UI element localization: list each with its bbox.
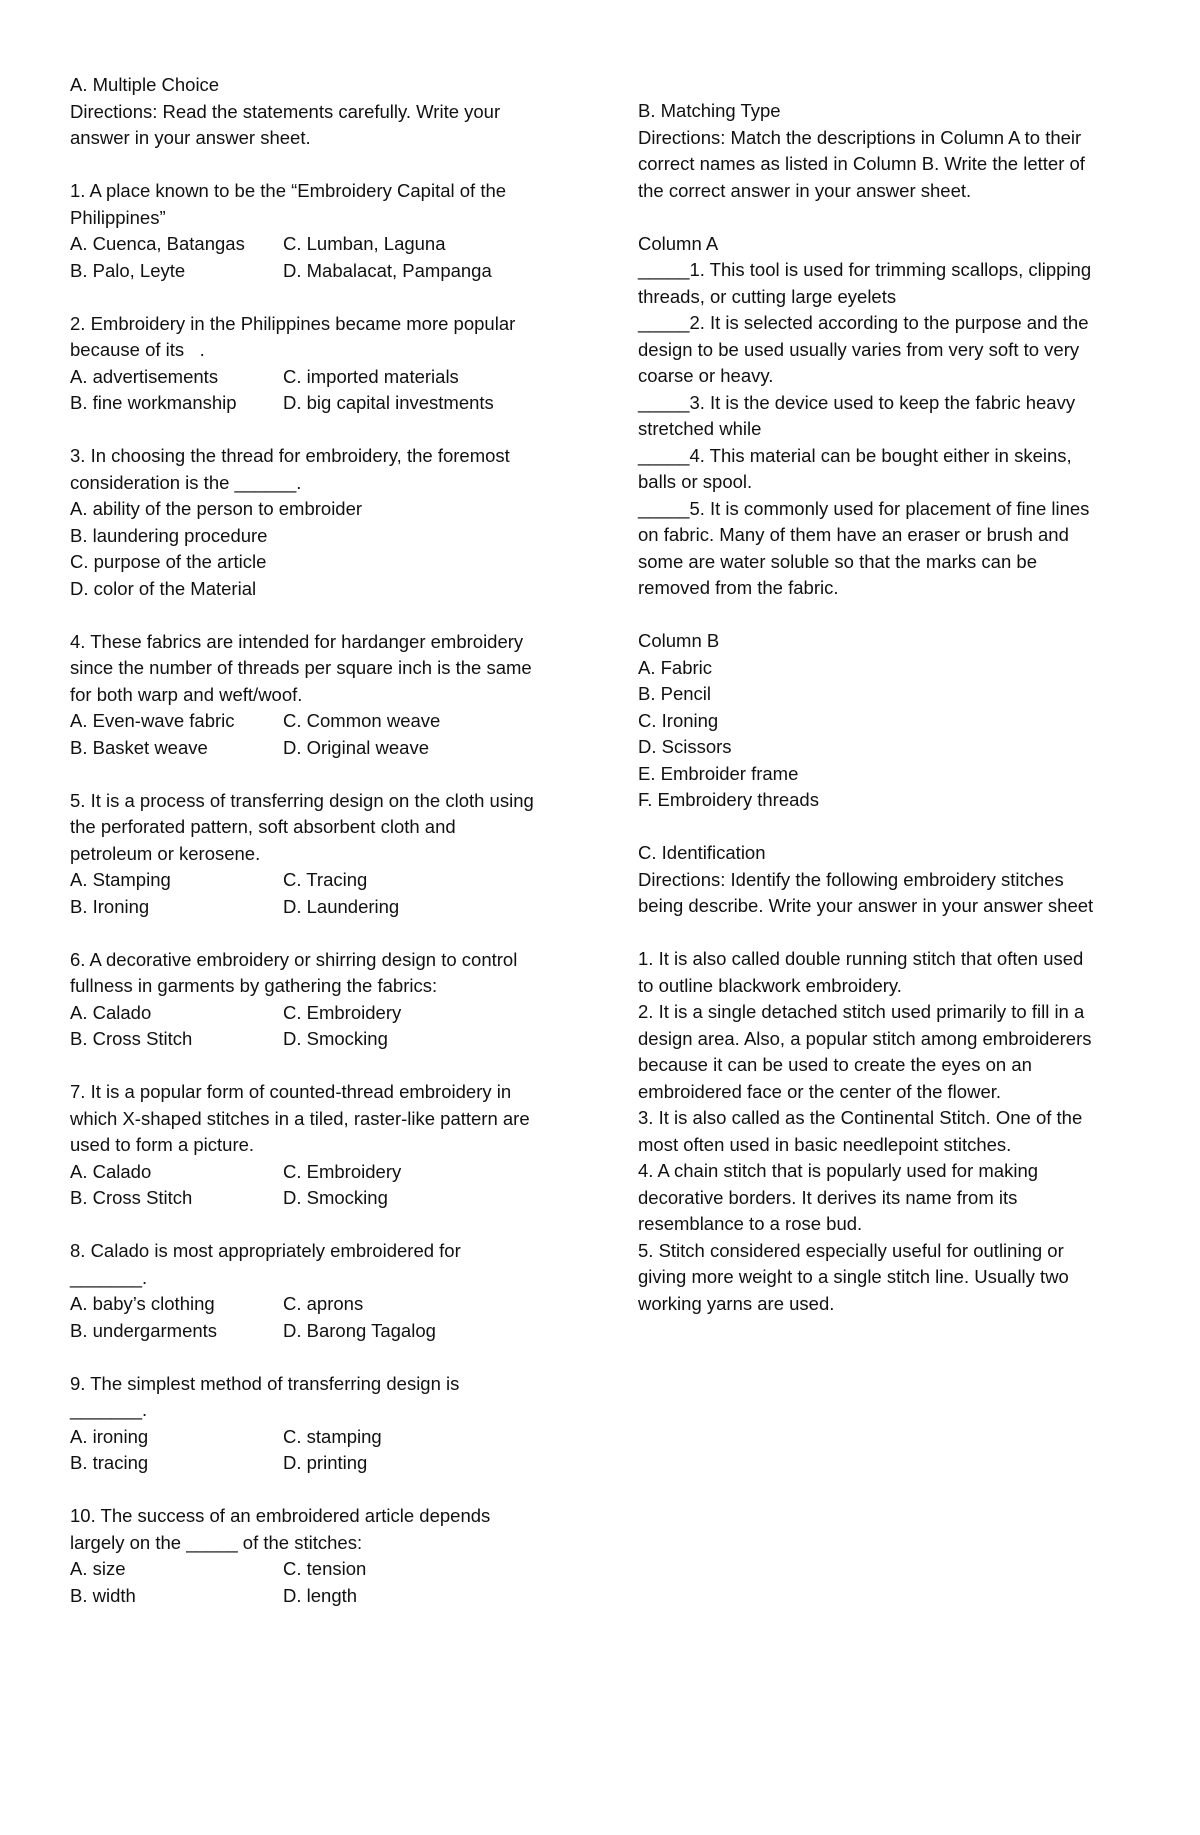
column-a-line: design to be used usually varies from very soft to very: [638, 338, 1080, 360]
section-a-directions-line: Directions: Read the statements carefully. Write your: [70, 100, 501, 122]
option-choice: A. baby’s clothing: [70, 1293, 215, 1314]
right-column: [638, 98, 1138, 1317]
option-choice: C. tension: [283, 1558, 367, 1579]
question-item: [70, 443, 600, 602]
identification-items: [638, 946, 1138, 1317]
section-b-directions-line: Directions: Match the descriptions in Column A to their: [638, 126, 1082, 148]
question-item: [70, 1238, 600, 1344]
section-c-directions: [638, 867, 1138, 920]
identification-line: decorative borders. It derives its name from its: [638, 1186, 1018, 1208]
identification-line: most often used in basic needlepoint stitches.: [638, 1133, 1012, 1155]
identification-line: 2. It is a single detached stitch used primarily to fill in a: [638, 1001, 1085, 1022]
section-b-title: B. Matching Type: [638, 100, 781, 121]
option-row: [70, 894, 600, 921]
option-choice: D. Smocking: [283, 1187, 388, 1208]
option-choice: C. aprons: [283, 1293, 364, 1314]
option-choice: D. big capital investments: [283, 392, 494, 413]
column-a-line: threads, or cutting large eyelets: [638, 285, 897, 307]
question-text-line: _______.: [70, 1399, 148, 1420]
question-item: [70, 311, 600, 417]
option-choice: A. Cuenca, Batangas: [70, 233, 245, 254]
question-text-line: 4. These fabrics are intended for hardanger embroidery: [70, 630, 524, 652]
section-c-title: C. Identification: [638, 842, 766, 863]
column-b-item: A. Fabric: [638, 656, 713, 678]
option-choice: B. width: [70, 1584, 136, 1606]
column-a-line: _____5. It is commonly used for placement of fine lines: [638, 497, 1090, 519]
option-row: [70, 390, 600, 417]
column-b-answers: [638, 655, 1138, 814]
option-row: [70, 1583, 600, 1610]
identification-line: 5. Stitch considered especially useful for outlining or: [638, 1239, 1064, 1261]
identification-line: design area. Also, a popular stitch among embroiderers: [638, 1027, 1092, 1049]
column-b-item: D. Scissors: [638, 736, 732, 757]
section-a-directions-line: answer in your answer sheet.: [70, 127, 311, 148]
question-text-line: because of its .: [70, 339, 205, 360]
option-choice: A. ability of the person to embroider: [70, 498, 363, 519]
question-text-line: 6. A decorative embroidery or shirring design to control: [70, 948, 518, 970]
option-choice: B. undergarments: [70, 1319, 218, 1341]
option-choice: D. Laundering: [283, 895, 400, 917]
multiple-choice-questions: [70, 178, 600, 1609]
column-a-line: on fabric. Many of them have an eraser or brush and: [638, 524, 1069, 545]
question-item: [70, 947, 600, 1053]
option-row: [70, 735, 600, 762]
question-text-line: which X-shaped stitches in a tiled, raster-like pattern are: [70, 1107, 530, 1129]
option-row: [70, 1159, 600, 1186]
identification-line: resemblance to a rose bud.: [638, 1213, 863, 1234]
section-b-directions-line: the correct answer in your answer sheet.: [638, 179, 972, 201]
option-choice: D. Mabalacat, Pampanga: [283, 259, 492, 281]
left-column: [70, 72, 600, 1609]
identification-line: embroidered face or the center of the flower.: [638, 1080, 1002, 1102]
column-b-item: C. Ironing: [638, 709, 719, 731]
column-a-line: _____2. It is selected according to the purpose and the: [638, 312, 1089, 333]
option-choice: C. Lumban, Laguna: [283, 233, 446, 254]
question-text-line: fullness in garments by gathering the fabrics:: [70, 975, 438, 996]
option-row: [70, 231, 600, 258]
question-text-line: 7. It is a popular form of counted-thread embroidery in: [70, 1081, 512, 1102]
column-a-line: _____4. This material can be bought either in skeins,: [638, 444, 1072, 466]
question-text-line: Philippines”: [70, 206, 166, 228]
column-a-line: balls or spool.: [638, 471, 753, 492]
option-choice: B. Basket weave: [70, 736, 208, 758]
option-row: [70, 1424, 600, 1451]
question-text-line: 3. In choosing the thread for embroidery, the foremost: [70, 445, 510, 466]
column-b-title: Column B: [638, 630, 720, 651]
question-text-line: 10. The success of an embroidered article depends: [70, 1505, 491, 1526]
question-item: [70, 1503, 600, 1609]
option-choice: B. Cross Stitch: [70, 1187, 193, 1208]
column-a-title: Column A: [638, 232, 719, 254]
question-text-line: largely on the _____ of the stitches:: [70, 1531, 363, 1553]
option-row: [70, 1000, 600, 1027]
option-choice: C. Tracing: [283, 869, 368, 890]
option-row: [70, 1318, 600, 1345]
column-a-descriptions: [638, 257, 1138, 602]
option-choice: A. Calado: [70, 1160, 152, 1182]
question-text-line: 9. The simplest method of transferring design is: [70, 1372, 460, 1394]
option-choice: A. Calado: [70, 1001, 152, 1023]
identification-line: giving more weight to a single stitch line. Usually two: [638, 1266, 1069, 1287]
option-row: [70, 1556, 600, 1583]
question-text-line: since the number of threads per square inch is the same: [70, 657, 532, 678]
identification-line: because it can be used to create the eyes on an: [638, 1054, 1032, 1075]
option-choice: C. Common weave: [283, 710, 441, 731]
option-row: [70, 364, 600, 391]
section-a-title: A. Multiple Choice: [70, 74, 220, 95]
option-choice: D. length: [283, 1584, 358, 1606]
option-choice: A. ironing: [70, 1425, 149, 1447]
option-choice: C. Embroidery: [283, 1001, 402, 1023]
option-choice: A. size: [70, 1558, 126, 1579]
option-choice: D. Smocking: [283, 1028, 388, 1049]
column-a-line: removed from the fabric.: [638, 577, 839, 598]
question-item: [70, 788, 600, 921]
option-row: [70, 867, 600, 894]
option-choice: B. fine workmanship: [70, 392, 237, 413]
option-choice: D. Original weave: [283, 736, 430, 758]
option-choice: B. Palo, Leyte: [70, 259, 186, 281]
option-row: [70, 258, 600, 285]
option-row: [70, 708, 600, 735]
column-a-line: _____1. This tool is used for trimming scallops, clipping: [638, 259, 1092, 280]
option-choice: B. tracing: [70, 1452, 149, 1473]
question-text-line: 2. Embroidery in the Philippines became more popular: [70, 312, 516, 334]
question-text-line: the perforated pattern, soft absorbent cloth and: [70, 816, 456, 837]
option-choice: A. Stamping: [70, 869, 171, 890]
section-c-directions-line: Directions: Identify the following embroidery stitches: [638, 868, 1064, 890]
option-choice: C. purpose of the article: [70, 551, 267, 572]
section-b-directions-line: correct names as listed in Column B. Write the letter of: [638, 153, 1085, 174]
question-text-line: for both warp and weft/woof.: [70, 683, 303, 705]
option-choice: B. Ironing: [70, 895, 150, 917]
option-row: [70, 1291, 600, 1318]
option-choice: A. Even-wave fabric: [70, 710, 235, 731]
option-choice: D. color of the Material: [70, 577, 257, 599]
column-b-item: E. Embroider frame: [638, 762, 799, 784]
question-item: [70, 178, 600, 284]
identification-line: 1. It is also called double running stitch that often used: [638, 948, 1084, 969]
option-row: [70, 1026, 600, 1053]
option-choice: B. laundering procedure: [70, 524, 268, 546]
question-text-line: 5. It is a process of transferring design on the cloth using: [70, 789, 534, 811]
column-a-line: stretched while: [638, 418, 762, 439]
identification-line: 4. A chain stitch that is popularly used for making: [638, 1160, 1039, 1181]
identification-line: to outline blackwork embroidery.: [638, 974, 902, 996]
column-a-line: some are water soluble so that the marks can be: [638, 550, 1037, 572]
option-row: [70, 1450, 600, 1477]
column-b-item: B. Pencil: [638, 683, 712, 704]
section-c-directions-line: being describe. Write your answer in your answer sheet: [638, 895, 1094, 916]
question-item: [70, 1079, 600, 1212]
question-text-line: _______.: [70, 1266, 148, 1288]
option-row: [70, 1185, 600, 1212]
option-choice: A. advertisements: [70, 365, 219, 387]
option-choice: D. Barong Tagalog: [283, 1319, 436, 1341]
question-item: [70, 1371, 600, 1477]
question-item: [70, 629, 600, 762]
option-choice: C. imported materials: [283, 365, 459, 387]
column-a-line: coarse or heavy.: [638, 365, 774, 386]
question-text-line: 1. A place known to be the “Embroidery Capital of the: [70, 180, 507, 201]
section-b-directions: [638, 125, 1138, 205]
question-text-line: petroleum or kerosene.: [70, 842, 261, 864]
option-choice: C. stamping: [283, 1425, 382, 1447]
column-b-item: F. Embroidery threads: [638, 789, 819, 810]
column-a-line: _____3. It is the device used to keep the fabric heavy: [638, 391, 1076, 413]
question-text-line: 8. Calado is most appropriately embroidered for: [70, 1240, 461, 1261]
question-text-line: used to form a picture.: [70, 1134, 255, 1155]
identification-line: 3. It is also called as the Continental Stitch. One of the: [638, 1107, 1083, 1128]
option-choice: C. Embroidery: [283, 1160, 402, 1182]
option-choice: B. Cross Stitch: [70, 1028, 193, 1049]
question-text-line: consideration is the ______.: [70, 471, 302, 493]
identification-line: working yarns are used.: [638, 1292, 835, 1314]
option-choice: D. printing: [283, 1452, 368, 1473]
